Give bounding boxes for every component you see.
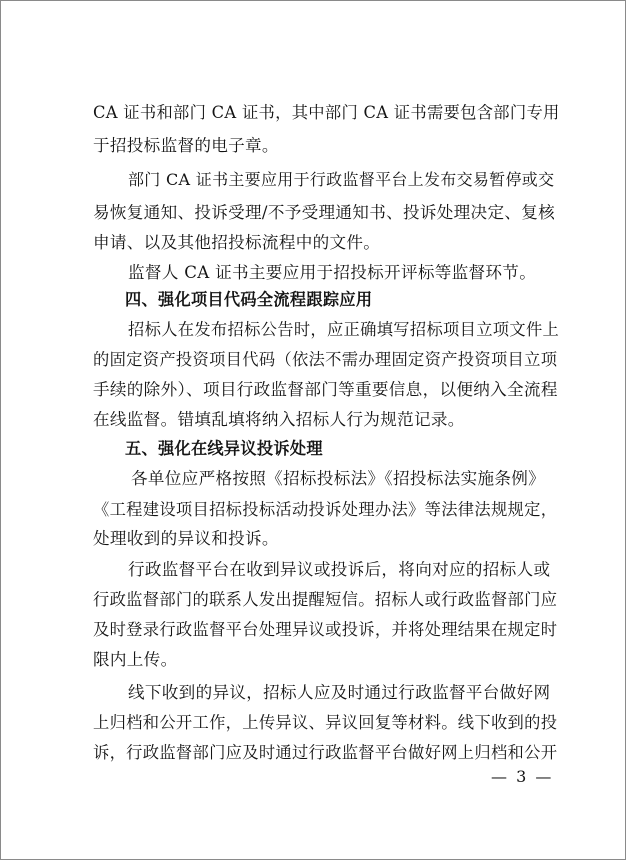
text-line-19: 限内上传。: [93, 650, 178, 669]
text-line-6: 监督人 CA 证书主要应用于招投标开评标等监督环节。: [128, 263, 537, 282]
section-heading-5: 五、强化在线异议投诉处理: [125, 439, 323, 458]
text-line-1: CA 证书和部门 CA 证书，其中部门 CA 证书需要包含部门专用: [93, 103, 560, 122]
text-line-22: 诉，行政监督部门应及时通过行政监督平台做好网上归档和公开: [93, 743, 558, 762]
text-line-21: 上归档和公开工作，上传异议、异议回复等材料。线下收到的投: [93, 713, 558, 732]
text-line-11: 在线监督。错填乱填将纳入招标人行为规范记录。: [93, 410, 465, 429]
page-number: — 3 —: [491, 767, 554, 786]
text-line-18: 及时登录行政监督平台处理异议或投诉，并将处理结果在规定时: [93, 620, 558, 639]
section-heading-4: 四、强化项目代码全流程跟踪应用: [125, 290, 373, 309]
text-line-17: 行政监督部门的联系人发出提醒短信。招标人或行政监督部门应: [93, 590, 558, 609]
text-line-20: 线下收到的异议，招标人应及时通过行政监督平台做好网: [128, 683, 551, 702]
text-line-15: 处理收到的异议和投诉。: [93, 529, 279, 548]
text-line-16: 行政监督平台在收到异议或投诉后，将向对应的招标人或: [128, 560, 551, 579]
text-line-13: 各单位应严格按照《招标投标法》《招投标法实施条例》: [131, 469, 546, 488]
text-line-8: 招标人在发布招标公告时，应正确填写招标项目立项文件上: [128, 320, 560, 339]
text-line-14: 《工程建设项目招标投标活动投诉处理办法》等法律法规规定，: [93, 500, 558, 519]
text-line-2: 于招投标监督的电子章。: [93, 136, 279, 155]
text-line-5: 申请、以及其他招投标流程中的文件。: [93, 233, 381, 252]
text-line-4: 易恢复通知、投诉受理/不予受理通知书、投诉处理决定、复核: [93, 203, 556, 222]
text-line-10: 手续的除外）、项目行政监督部门等重要信息，以便纳入全流程: [93, 380, 558, 399]
text-line-3: 部门 CA 证书主要应用于行政监督平台上发布交易暂停或交: [128, 170, 555, 189]
text-line-9: 的固定资产投资项目代码（依法不需办理固定资产投资项目立项: [93, 350, 558, 369]
